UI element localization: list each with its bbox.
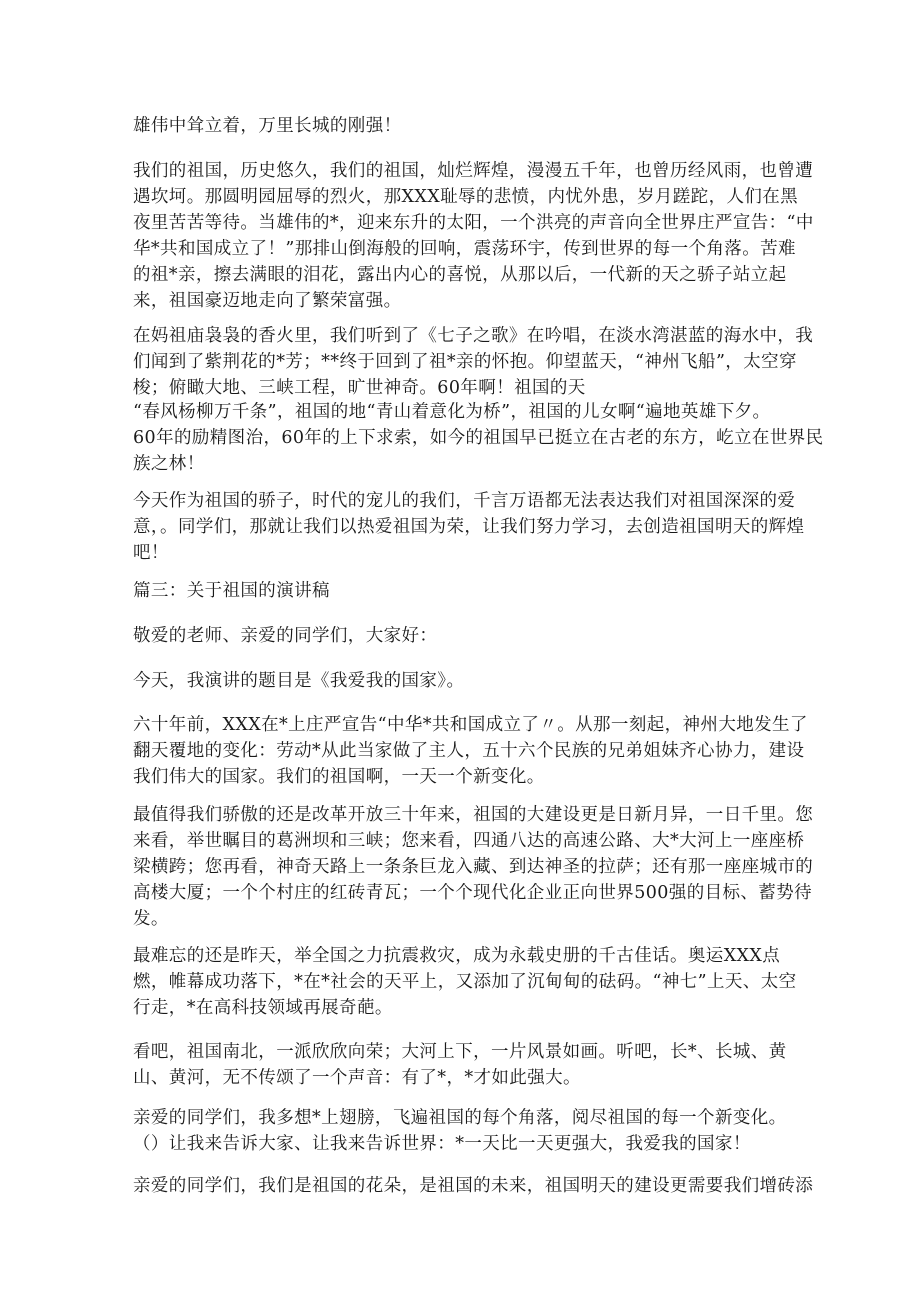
text-line: 亲爱的同学们，我多想*上翅膀，飞遍祖国的每个角落，阅尽祖国的每一个新变化。 — [133, 1108, 787, 1128]
text-line: 们闻到了紫荆花的*芳；**终于回到了祖*亲的怀抱。仰望蓝天，“神州飞船”，太空穿 — [133, 352, 797, 372]
text-line: 族之林！ — [133, 454, 205, 474]
text-line: 敬爱的老师、亲爱的同学们，大家好： — [133, 626, 438, 646]
text-line: 的祖*亲，擦去满眼的泪花，露出内心的喜悦，从那以后，一代新的天之骄子站立起 — [133, 265, 787, 285]
text-line: 高楼大厦；一个个村庄的红砖青瓦；一个个现代化企业正向世界500强的目标、蓄势待 — [133, 883, 812, 903]
text-line: 今天作为祖国的骄子，时代的宠儿的我们，千言万语都无法表达我们对祖国深深的爱 — [133, 491, 796, 511]
text-line: 遇坎坷。那圆明园屈辱的烈火，那XXX耻辱的悲愤，内忧外患，岁月蹉跎，人们在黑 — [133, 187, 799, 207]
text-line: 60年的励精图治，60年的上下求索，如今的祖国早已挺立在古老的东方，屹立在世界民 — [133, 428, 824, 448]
text-line: 梁横跨；您再看，神奇天路上一条条巨龙入藏、到达神圣的拉萨；还有那一座座城市的 — [133, 857, 814, 877]
text-line: 发。 — [133, 909, 169, 929]
text-line: 看吧，祖国南北，一派欣欣向荣；大河上下，一片风景如画。听吧，长*、长城、黄 — [133, 1042, 787, 1062]
text-line: 来看，举世瞩目的葛洲坝和三峡；您来看，四通八达的高速公路、大*大河上一座座桥 — [133, 831, 805, 851]
text-line: 亲爱的同学们，我们是祖国的花朵，是祖国的未来，祖国明天的建设更需要我们增砖添 — [133, 1176, 814, 1196]
text-line: 我们的祖国，历史悠久，我们的祖国，灿烂辉煌，漫漫五千年，也曾历经风雨，也曾遭 — [133, 161, 814, 181]
text-line: 今天，我演讲的题目是《我爱我的国家》。 — [133, 671, 465, 691]
text-line: 我们伟大的国家。我们的祖国啊，一天一个新变化。 — [133, 767, 545, 787]
text-line: 意，。同学们，那就让我们以热爱祖国为荣，让我们努力学习，去创造祖国明天的辉煌 — [133, 517, 805, 537]
text-line: 夜里苦苦等待。当雄伟的*，迎来东升的太阳，一个洪亮的声音向全世界庄严宣告：“中 — [133, 213, 814, 233]
text-line: 燃，帷幕成功落下，*在*社会的天平上，又添加了沉甸甸的砝码。“神七”上天、太空 — [133, 972, 797, 992]
text-line: （）让我来告诉大家、让我来告诉世界：*一天比一天更强大，我爱我的国家！ — [133, 1134, 751, 1154]
text-line: 最难忘的还是昨天，举全国之力抗震救灾，成为永载史册的千古佳话。奥运XXX点 — [133, 946, 781, 966]
text-line: 吧！ — [133, 543, 169, 563]
text-line: 山、黄河，无不传颂了一个声音：有了*，*才如此强大。 — [133, 1068, 581, 1088]
text-line: 在妈祖庙袅袅的香火里，我们听到了《七子之歌》在吟唱，在淡水湾湛蓝的海水中，我 — [133, 326, 814, 346]
text-line: 来，祖国豪迈地走向了繁荣富强。 — [133, 291, 402, 311]
text-line: 行走，*在高科技领域再展奇葩。 — [133, 998, 393, 1018]
section-heading: 篇三：关于祖国的演讲稿 — [133, 581, 330, 601]
text-line: 翻天覆地的变化：劳动*从此当家做了主人，五十六个民族的兄弟姐妹齐心协力，建设 — [133, 741, 805, 761]
text-line: 六十年前，XXX在*上庄严宣告“中华*共和国成立了〃。从那一刻起，神州大地发生了 — [133, 715, 808, 735]
text-line: 雄伟中耸立着，万里长城的刚强！ — [133, 116, 402, 136]
text-line: 最值得我们骄傲的还是改革开放三十年来，祖国的大建设更是日新月异，一日千里。您 — [133, 805, 814, 825]
text-line: 梭；俯瞰大地、三峡工程，旷世神奇。60年啊！祖国的天 — [133, 378, 586, 398]
text-line: 华*共和国成立了！”那排山倒海般的回响，震荡环宇，传到世界的每一个角落。苦难 — [133, 239, 796, 259]
text-line: “春风杨柳万千条”，祖国的地“青山着意化为桥”，祖国的儿女啊“遍地英雄下夕。 — [133, 402, 771, 422]
